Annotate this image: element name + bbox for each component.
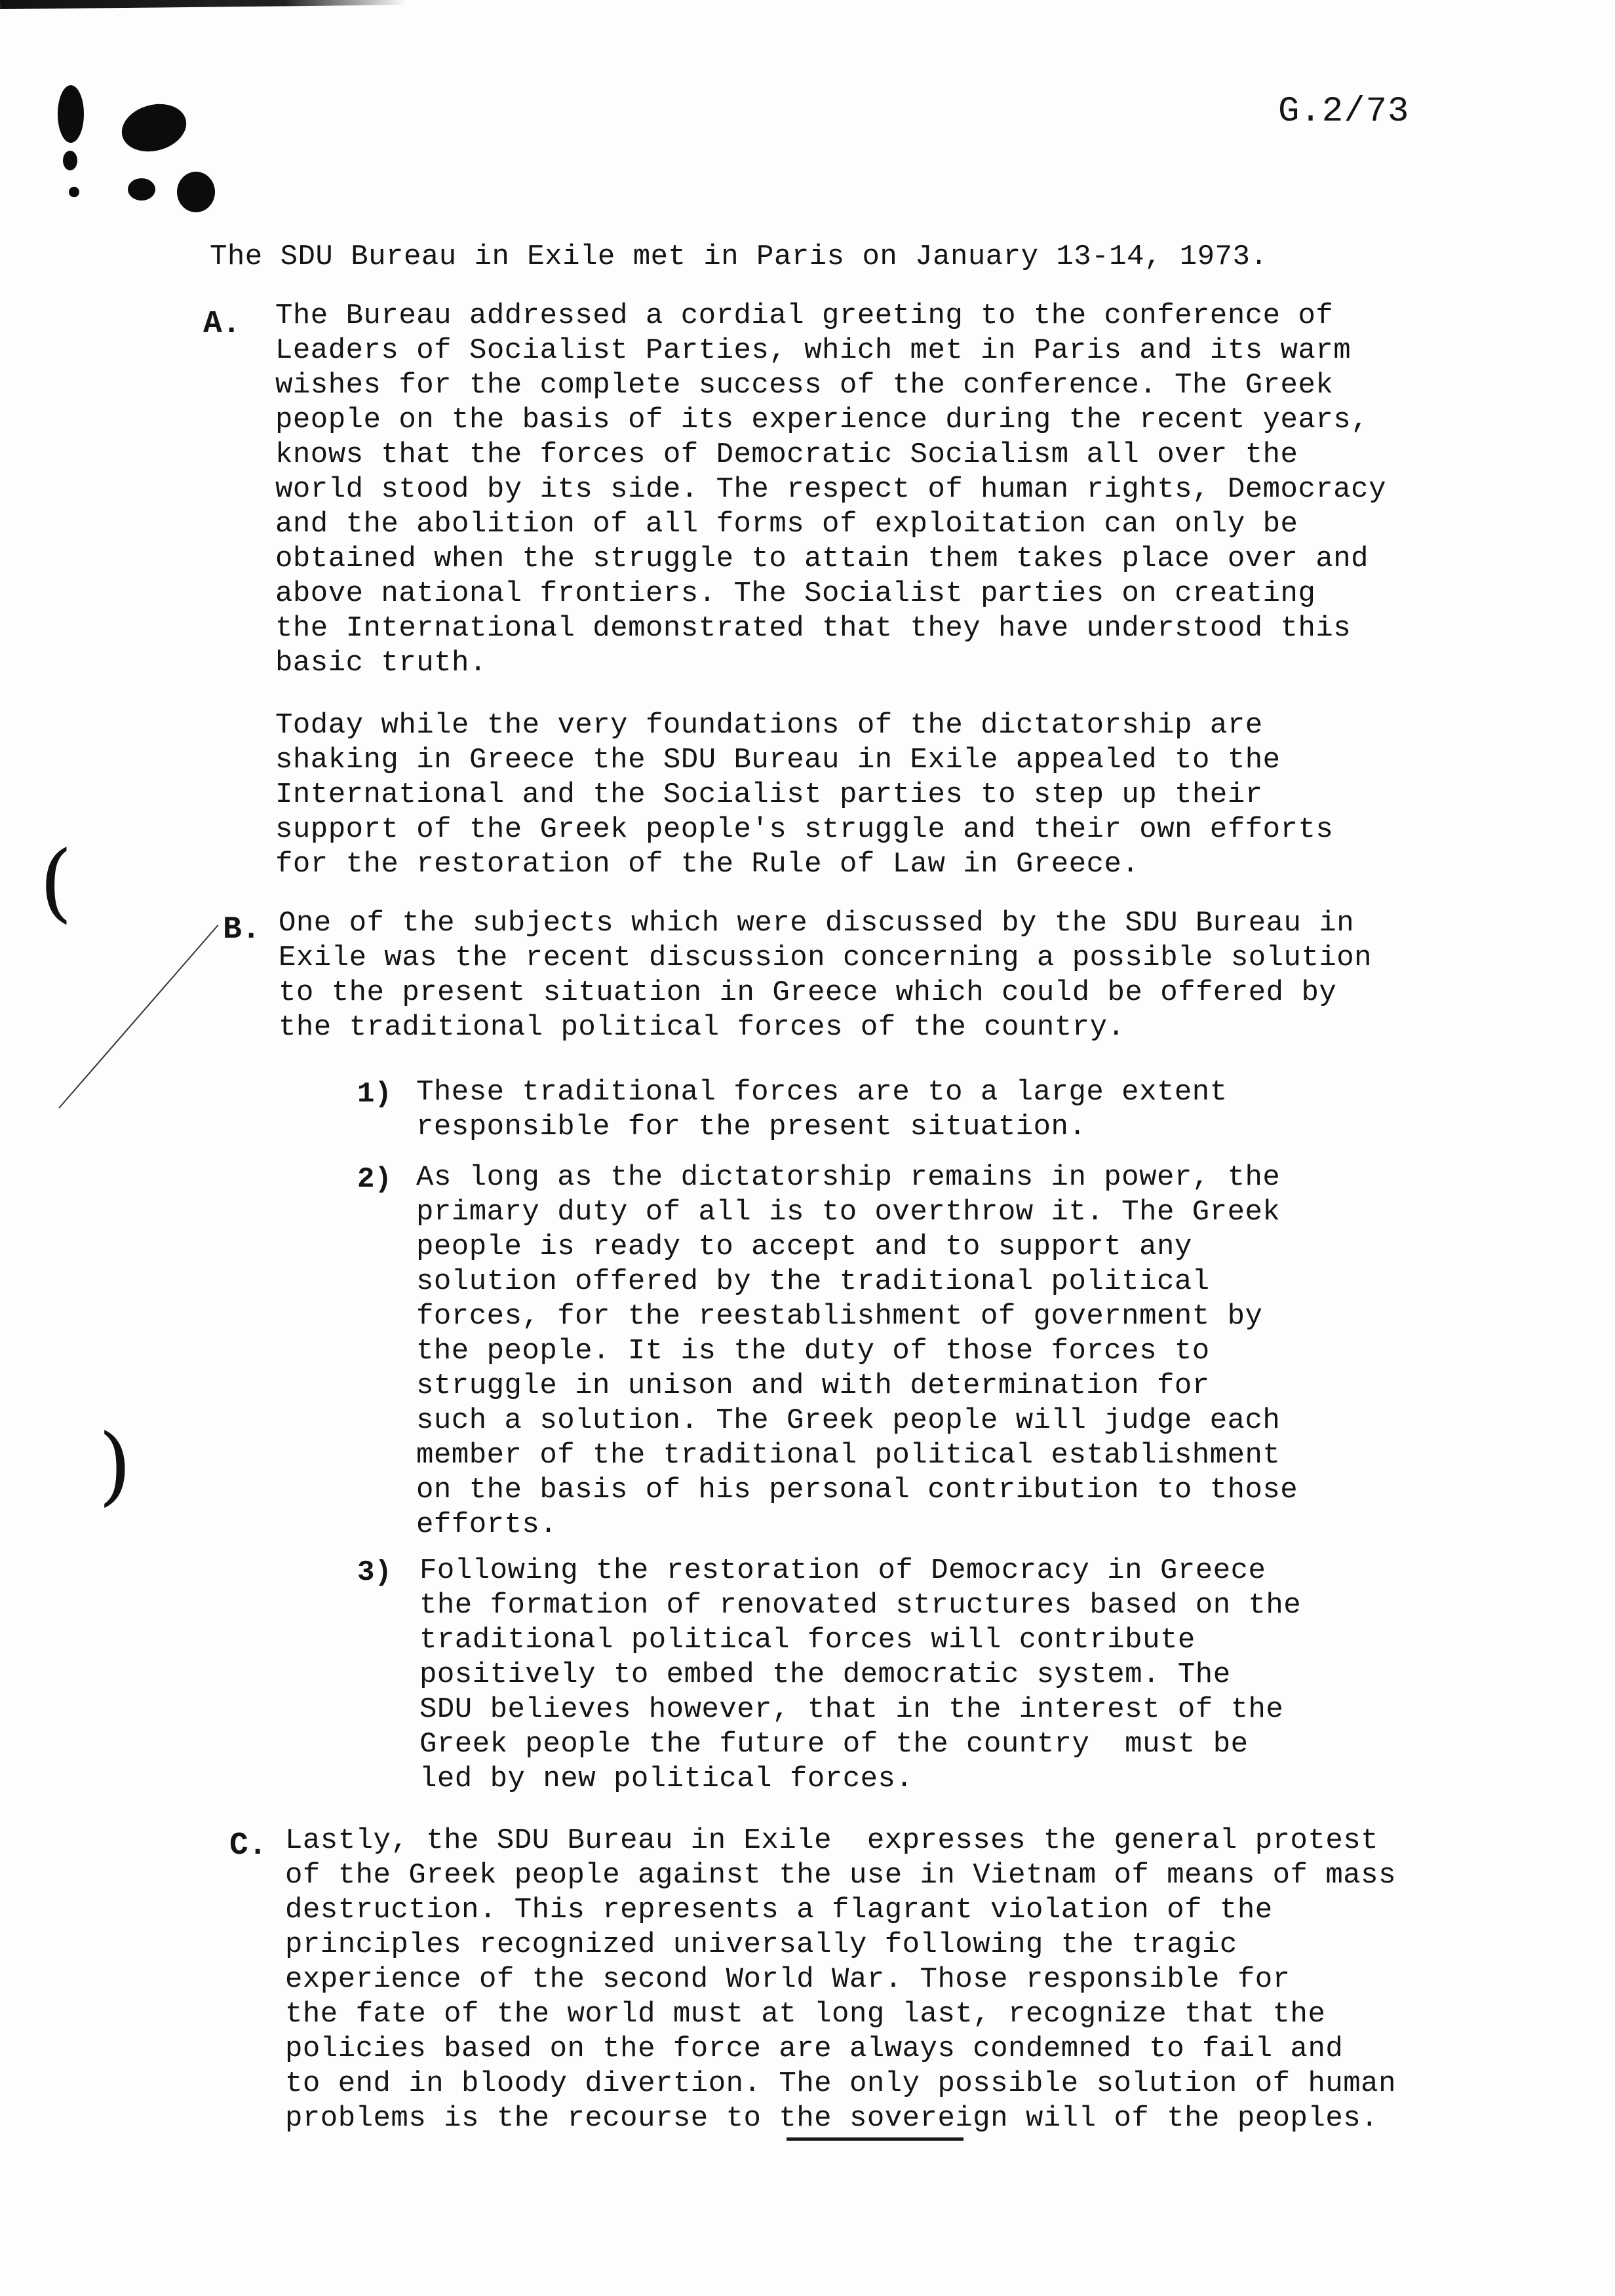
text-line: to the present situation in Greece which could be offered by xyxy=(279,976,1337,1009)
text-line: shaking in Greece the SDU Bureau in Exile appealed to the xyxy=(275,744,1281,776)
margin-bracket-open: ( xyxy=(39,832,73,932)
text-line: on the basis of his personal contribution to those xyxy=(416,1474,1298,1506)
item-number: 3) xyxy=(357,1556,392,1589)
ink-blot xyxy=(128,178,155,201)
text-line: forces, for the reestablishment of government by xyxy=(416,1300,1263,1333)
text-line: principles recognized universally following the tragic xyxy=(285,1928,1237,1961)
item-number: 1) xyxy=(357,1078,392,1111)
ink-blot xyxy=(177,172,215,212)
margin-bracket-close: ) xyxy=(98,1415,132,1515)
ink-blot xyxy=(63,151,77,170)
text-line: people on the basis of its experience during the recent years, xyxy=(275,404,1369,436)
text-line: for the restoration of the Rule of Law in Greece. xyxy=(275,848,1140,881)
text-line: Leaders of Socialist Parties, which met in Paris and its warm xyxy=(275,334,1352,367)
text-line: traditional political forces will contribute xyxy=(419,1624,1196,1656)
text-line: the formation of renovated structures based on the xyxy=(419,1589,1302,1622)
ink-blot xyxy=(117,97,192,158)
section-c-marker: C. xyxy=(229,1828,267,1864)
text-line: the International demonstrated that they have understood this xyxy=(275,612,1352,645)
text-line: destruction. This represents a flagrant violation of the xyxy=(285,1894,1273,1926)
text-line: The Bureau addressed a cordial greeting to the conference of xyxy=(275,299,1334,332)
text-line: Greek people the future of the country must be xyxy=(419,1728,1249,1761)
text-line: experience of the second World War. Those responsible for xyxy=(285,1963,1291,1996)
text-line: member of the traditional political establishment xyxy=(416,1439,1281,1472)
item-number: 2) xyxy=(357,1163,392,1196)
text-line: Today while the very foundations of the dictatorship are xyxy=(275,709,1263,742)
reference-number: G.2/73 xyxy=(1278,92,1410,132)
text-line: people is ready to accept and to support any xyxy=(416,1231,1192,1263)
ink-blot xyxy=(69,187,79,197)
text-line: world stood by its side. The respect of human rights, Democracy xyxy=(275,473,1386,506)
text-line: International and the Socialist parties to step up their xyxy=(275,778,1263,811)
text-line: One of the subjects which were discussed by the SDU Bureau in xyxy=(279,907,1355,940)
text-line: struggle in unison and with determination for xyxy=(416,1369,1210,1402)
text-line: Lastly, the SDU Bureau in Exile expresses the general protest xyxy=(285,1824,1379,1857)
section-a-marker: A. xyxy=(203,307,241,342)
margin-pen-stroke xyxy=(58,925,218,1109)
text-line: solution offered by the traditional political xyxy=(416,1265,1210,1298)
intro-line: The SDU Bureau in Exile met in Paris on January 13-14, 1973. xyxy=(210,240,1268,273)
text-line: These traditional forces are to a large extent xyxy=(416,1076,1228,1109)
text-line: wishes for the complete success of the conference. The Greek xyxy=(275,369,1334,402)
text-line: such a solution. The Greek people will judge each xyxy=(416,1404,1281,1437)
text-line: led by new political forces. xyxy=(419,1763,914,1795)
text-line: Following the restoration of Democracy in Greece xyxy=(419,1554,1266,1587)
text-line: basic truth. xyxy=(275,647,487,679)
text-line: responsible for the present situation. xyxy=(416,1111,1087,1143)
text-line: SDU believes however, that in the interest of the xyxy=(419,1693,1284,1726)
text-line: As long as the dictatorship remains in power, the xyxy=(416,1161,1281,1194)
text-line: of the Greek people against the use in Vietnam of means of mass xyxy=(285,1859,1396,1892)
text-line: to end in bloody divertion. The only possible solution of human xyxy=(285,2067,1396,2100)
text-line: knows that the forces of Democratic Socialism all over the xyxy=(275,438,1298,471)
ink-blot xyxy=(58,85,84,143)
text-line: and the abolition of all forms of exploitation can only be xyxy=(275,508,1298,541)
section-b-marker: B. xyxy=(223,912,261,947)
text-line: problems is the recourse to the sovereign will of the peoples. xyxy=(285,2102,1379,2135)
text-line: above national frontiers. The Socialist parties on creating xyxy=(275,577,1316,610)
text-line: Exile was the recent discussion concerning a possible solution xyxy=(279,942,1372,974)
scan-streak xyxy=(0,0,406,9)
text-line: the fate of the world must at long last, recognize that the xyxy=(285,1998,1326,2031)
text-line: the people. It is the duty of those forces to xyxy=(416,1335,1210,1368)
text-line: policies based on the force are always condemned to fail and xyxy=(285,2033,1344,2065)
text-line: obtained when the struggle to attain them takes place over and xyxy=(275,543,1369,575)
text-line: primary duty of all is to overthrow it. The Greek xyxy=(416,1196,1281,1229)
text-line: positively to embed the democratic system. The xyxy=(419,1658,1231,1691)
text-line: efforts. xyxy=(416,1508,558,1541)
end-rule xyxy=(787,2137,963,2141)
text-line: support of the Greek people's struggle and their own efforts xyxy=(275,813,1334,846)
text-line: the traditional political forces of the country. xyxy=(279,1011,1125,1044)
